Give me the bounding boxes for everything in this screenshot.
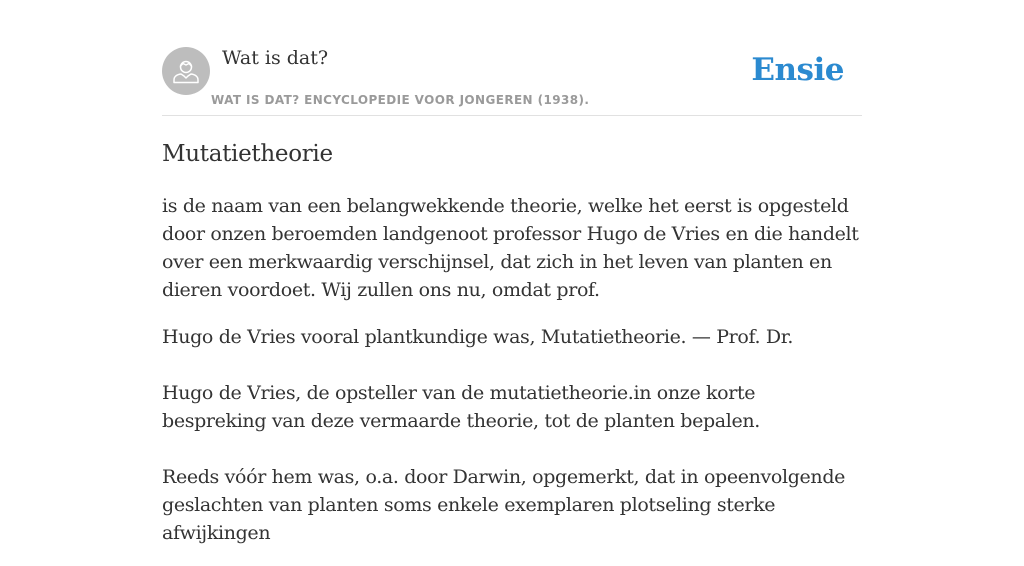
source-title[interactable]: Wat is dat?	[222, 47, 329, 69]
source-header	[162, 46, 862, 116]
article-paragraph: Hugo de Vries, de opsteller van de mutatietheorie.in onze korte bespreking van deze vermaarde theorie, tot de planten bepalen.	[162, 382, 760, 432]
user-silhouette-icon[interactable]	[162, 47, 210, 95]
brand-logo[interactable]: Ensie	[751, 52, 844, 88]
article-paragraph: Reeds vóór hem was, o.a. door Darwin, opgemerkt, dat in opeenvolgende geslachten van planten soms enkele exemplaren plotseling sterke afwijkingen	[162, 466, 846, 544]
article-paragraph: is de naam van een belangwekkende theorie, welke het eerst is opgesteld door onzen beroemden landgenoot professor Hugo de Vries en die handelt over een merkwaardig verschijnsel, dat zich in het leven van planten en dieren voordoet. Wij zullen ons nu, omdat prof.	[162, 195, 859, 301]
source-subtitle[interactable]: WAT IS DAT? ENCYCLOPEDIE VOOR JONGEREN (1938).	[211, 93, 590, 107]
article-title: Mutatietheorie	[162, 141, 333, 167]
article-paragraph: Hugo de Vries vooral plantkundige was, Mutatietheorie. — Prof. Dr.	[162, 326, 794, 348]
article	[162, 138, 862, 566]
